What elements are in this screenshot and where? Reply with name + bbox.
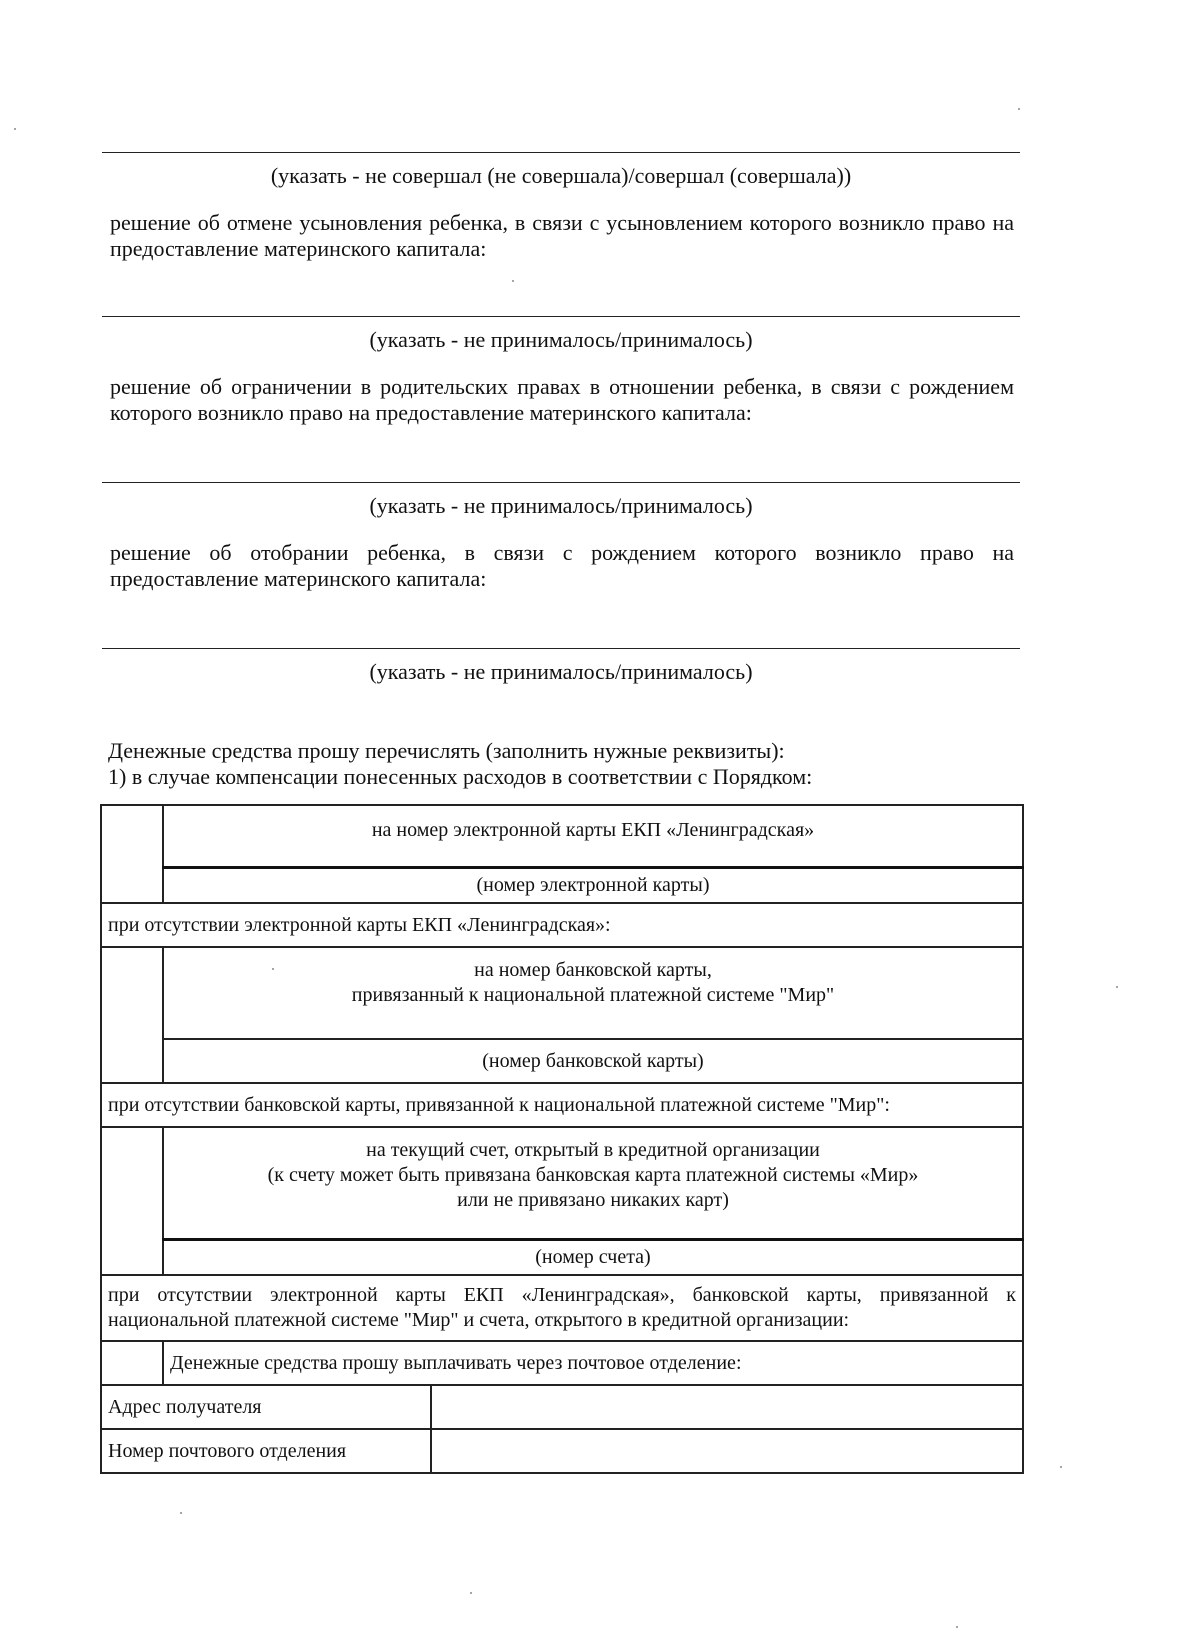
account-label-line3: или не привязано никаких карт) (457, 1189, 729, 1211)
no-payment-means-note: при отсутствии электронной карты ЕКП «Ленинградская», банковской карты, привязанной к национальной платежной системе "Мир" и счета, открытого в кредитной организации: (101, 1275, 1023, 1341)
answer-line-4 (102, 648, 1020, 649)
account-number-field[interactable]: (номер счета) (163, 1239, 1023, 1275)
account-checkbox[interactable] (101, 1127, 163, 1275)
answer-caption-1: (указать - не совершал (не совершала)/совершал (совершала)) (270, 163, 852, 188)
no-bank-card-note: при отсутствии банковской карты, привязанной к национальной платежной системе "Мир": (101, 1083, 1023, 1127)
scan-speck (272, 968, 274, 970)
answer-caption-4: (указать - не принималось/принималось) (369, 659, 753, 684)
ekp-card-number-field[interactable]: (номер электронной карты) (163, 867, 1023, 903)
recipient-address-label: Адрес получателя (101, 1385, 431, 1429)
answer-line-1 (102, 152, 1020, 153)
payment-case-1: 1) в случае компенсации понесенных расходов в соответствии с Порядком: (108, 764, 813, 789)
scan-speck (1060, 1466, 1062, 1468)
account-label-line1: на текущий счет, открытый в кредитной организации (366, 1139, 820, 1161)
ekp-card-label: на номер электронной карты ЕКП «Ленинградская» (163, 805, 1023, 867)
scan-speck (14, 128, 16, 130)
scan-speck (512, 280, 514, 282)
payment-requisites-table (100, 804, 1024, 1474)
bank-card-label (163, 947, 1023, 1039)
scan-speck (180, 1512, 182, 1514)
statement-child-removal: решение об отобрании ребенка, в связи с рождением которого возникло право на предоставление материнского капитала: (110, 540, 1014, 591)
answer-line-3 (102, 482, 1020, 483)
account-label (163, 1127, 1023, 1239)
statement-rights-restriction: решение об ограничении в родительских правах в отношении ребенка, в связи с рождением которого возникло право на предоставление материнского капитала: (110, 374, 1014, 425)
scan-speck (1116, 986, 1118, 988)
scan-speck (1018, 108, 1020, 110)
bank-card-checkbox[interactable] (101, 947, 163, 1083)
scan-speck (470, 1592, 472, 1594)
answer-line-2 (102, 316, 1020, 317)
post-office-number-label: Номер почтового отделения (101, 1429, 431, 1473)
postal-label: Денежные средства прошу выплачивать через почтовое отделение: (163, 1341, 1023, 1385)
post-office-number-input[interactable] (431, 1429, 1023, 1473)
payment-intro: Денежные средства прошу перечислять (заполнить нужные реквизиты): (108, 738, 785, 763)
bank-card-label-line2: привязанный к национальной платежной системе "Мир" (351, 984, 835, 1006)
answer-caption-3: (указать - не принималось/принималось) (369, 493, 753, 518)
recipient-address-input[interactable] (431, 1385, 1023, 1429)
bank-card-label-line1: на номер банковской карты, (474, 959, 712, 981)
no-ekp-card-note: при отсутствии электронной карты ЕКП «Ленинградская»: (101, 903, 1023, 947)
scan-speck (956, 1626, 958, 1628)
account-label-line2: (к счету может быть привязана банковская карта платежной системы «Мир» (267, 1164, 919, 1186)
statement-adoption-cancel: решение об отмене усыновления ребенка, в связи с усыновлением которого возникло право на предоставление материнского капитала: (110, 210, 1014, 261)
ekp-card-checkbox[interactable] (101, 805, 163, 903)
bank-card-number-field[interactable]: (номер банковской карты) (163, 1039, 1023, 1083)
postal-checkbox[interactable] (101, 1341, 163, 1385)
answer-caption-2: (указать - не принималось/принималось) (369, 327, 753, 352)
